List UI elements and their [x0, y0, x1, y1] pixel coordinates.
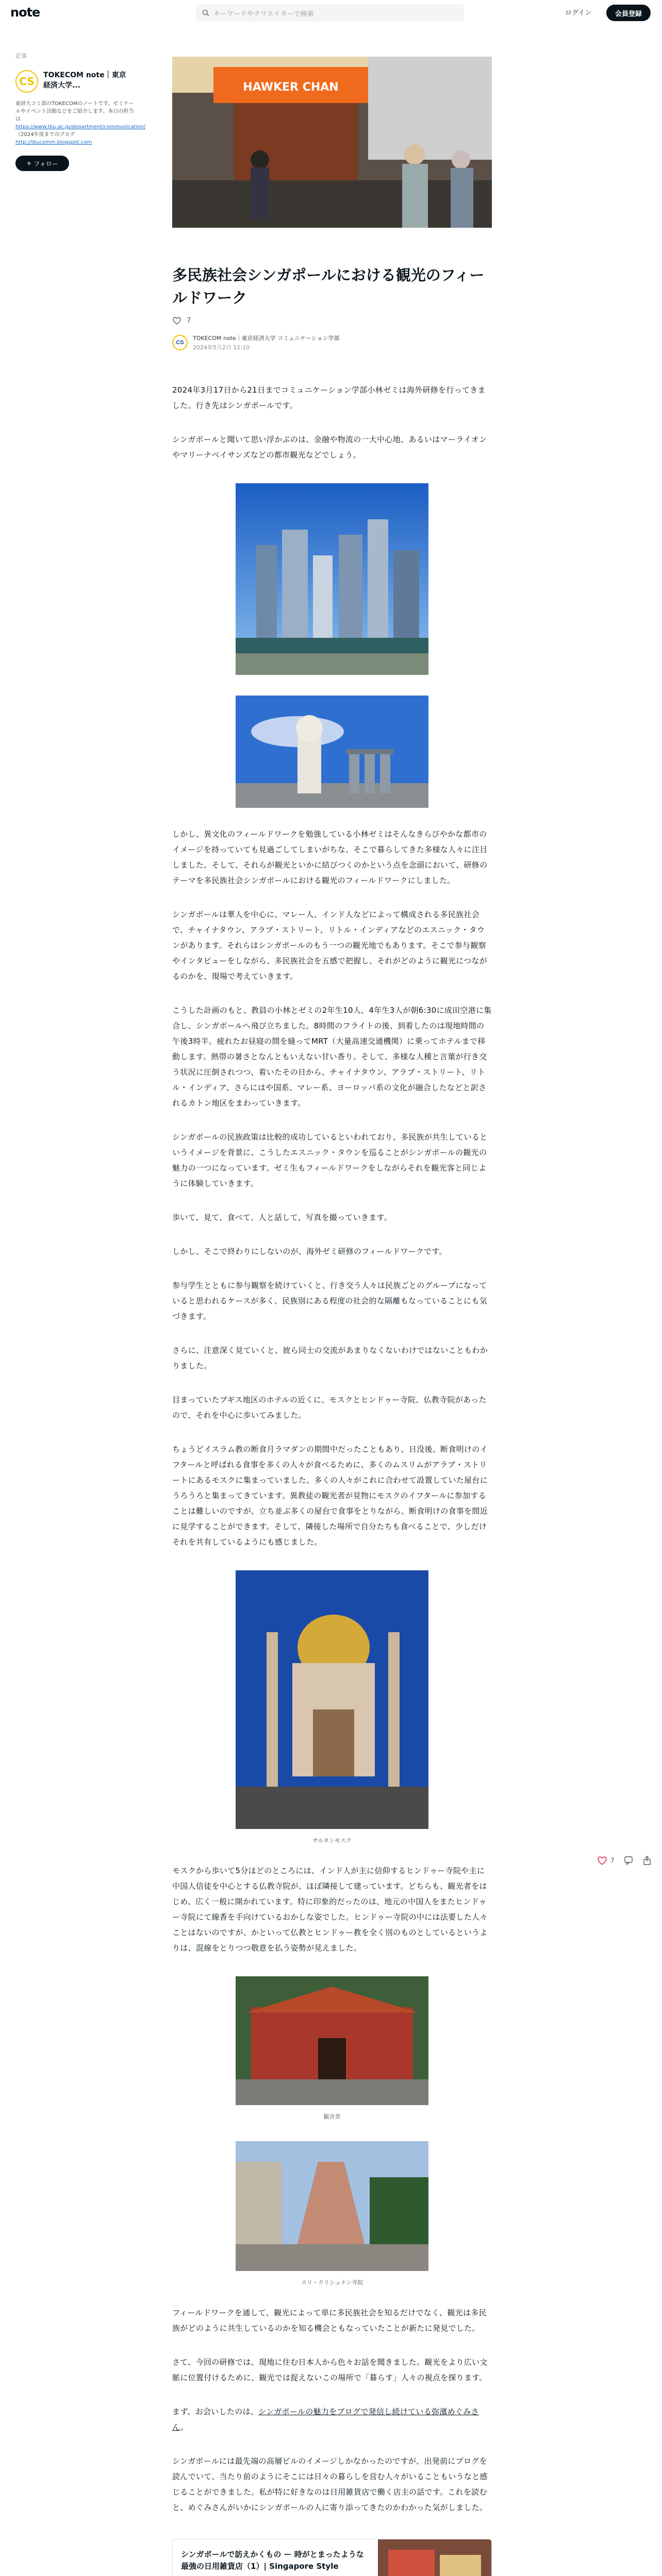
paragraph: さらに、注意深く見ていくと、彼ら同士の交流があまりなくないわけではないこともわかりました。 [172, 1346, 488, 1370]
creator-description [15, 100, 146, 146]
hero-sign-text: HAWKER CHAN [243, 81, 339, 94]
paragraph: シンガポールには最先端の高層ビルのイメージしかなかったのですが、出発前にブログを読んでいて、当たり前のようにそこには日々の暮らしを営む人々がいることもいうなと感じることができました。私が特に好きなのは日用雑貨店で働く店主の話です。これを読むと、めぐみさんがいかにシンガポールの人に寄り添ってきたのかわかった気がしました。 [172, 2456, 488, 2512]
paragraph: さて、今回の研修では、現地に住む日本人から色々お話を聞きました。観光をより広い文脈に位置付けるために、観光では捉えないこの場所で「暮らす」人々の視点を探ります。 [172, 2358, 488, 2382]
share-icon[interactable] [642, 1856, 652, 1865]
photo-caption: サルタンモスク [312, 1837, 352, 1844]
paragraph: しかし、異文化のフィールドワークを勉強している小林ゼミはそんなきらびやかな都市のイメージを持っていても見過ごしてしまいがちな、そこで暮らしてきた多様な人々に注目しました。そして、それらが観光といかに結びつくのかという点を念頭において、研修のテーマを多民族社会シンガポールにおける観光のフィールドワークにしました。 [172, 829, 488, 885]
hindu-temple-photo [236, 2141, 428, 2271]
like-count: 7 [187, 316, 191, 325]
search-placeholder: キーワードやクリエイターで検索 [213, 10, 314, 18]
plus-icon: + [26, 160, 32, 167]
photo-caption: スリ・クリシュナン寺院 [301, 2279, 363, 2286]
heart-icon[interactable] [597, 1856, 607, 1865]
paragraph: 歩いて、見て、食べて、人と話して、写真を撮っていきます。 [172, 1213, 392, 1222]
description-text: 東経大コミ部のTOKECOMのノートです。ゼミナールやイベント活動などをご紹介します。本日の担当は [15, 101, 134, 122]
author-name[interactable]: TOKECOM note｜東京経済大学 コミュニケーション学部 [193, 335, 340, 342]
creator-avatar[interactable] [15, 70, 38, 93]
article-title: 多民族社会シンガポールにおける観光のフィールドワーク [172, 266, 485, 307]
author-row[interactable] [172, 334, 492, 351]
creator-sidebar [15, 52, 146, 171]
creator-profile[interactable] [15, 70, 134, 93]
creator-name[interactable]: TOKECOM note｜東京経済大学... [43, 71, 126, 90]
photo-caption: 観音堂 [323, 2113, 341, 2120]
paragraph: シンガポールは華人を中心に、マレー人、インド人などによって構成される多民族社会で、チャイナタウン、アラブ・ストリート、リトル・インディアなどのエスニック・タウンがあります。それらはシンガポールのもう一つの観光地でもあります。そこで参与観察やインタビューをしながら、多民族社会を五感で把握し、それがどのように観光につながるのかを、現場で考えていきます。 [172, 910, 488, 981]
card-thumbnail [378, 2539, 491, 2576]
text-segment: 。 [180, 2422, 189, 2432]
paragraph [172, 2404, 492, 2435]
search-box[interactable] [196, 4, 464, 22]
paragraph: 目まっていたブギス地区のホテルの近くに、モスクとヒンドゥー寺院、仏教寺院があったので、それを中心に歩いてみました。 [172, 1395, 487, 1420]
author-avatar[interactable]: CS [172, 335, 188, 350]
merlion-photo [236, 696, 428, 808]
signup-button[interactable]: 会員登録 [606, 5, 651, 21]
publish-date: 2024年5月2日 11:10 [193, 344, 250, 351]
heart-icon[interactable] [172, 316, 181, 325]
login-link[interactable]: ログイン [565, 9, 592, 17]
paragraph: フィールドワークを通して、観光によって単に多民族社会を知るだけでなく、観光は多民族がどのように共生しているのかを知る機会ともなっていたことが新たに発見でした。 [172, 2308, 487, 2333]
paragraph: シンガポールの民族政策は比較的成功しているといわれており、多民族が共生しているというイメージを背景に、こうしたエスニック・タウンを巡ることがシンガポールの観光の魅力の一つになっています。ゼミ生もフィールドワークをしながらそれを観光客と同じように体験していきます。 [172, 1132, 488, 1188]
blog-author-link[interactable]: シンガポールの魅力をブログで発信し続けている弥濱めぐみさん [172, 2407, 479, 2432]
search-icon [202, 9, 209, 16]
skyline-photo [236, 483, 428, 675]
follow-label: フォロー [34, 160, 58, 167]
link-card[interactable] [172, 2539, 492, 2576]
article [172, 57, 492, 2576]
department-link[interactable]: https://www.tku.ac.jp/department/communication/ [15, 124, 146, 130]
note-logo[interactable]: note [10, 5, 40, 20]
blog-link[interactable]: http://tkucomm.blogspot.com [15, 140, 92, 145]
paragraph: モスクから歩いて5分ほどのところには、インド人が主に信仰するヒンドゥー寺院や主に中国人信徒を中心とする仏教寺院が、ほぼ隣接して建っています。どちらも、観光者をはじめ、広く一般に開かれています。特に印象的だったのは、地元の中国人をまたヒンドゥー寺院にて線香を手向けているおかしな姿でした。ヒンドゥー寺院の中には法要した人々ことはないのですが、かといって仏教とヒンドゥー教を全く別のものとしているというよりは、混線をとりつつ敬意を払う姿勢が見えました。 [172, 1866, 488, 1953]
description-tail: （2024年度までのブログ [15, 132, 75, 138]
comment-icon[interactable] [624, 1856, 633, 1865]
mosque-photo [236, 1570, 428, 1829]
paragraph: ちょうどイスラム教の断食月ラマダンの期間中だったこともあり、日没後、断食明けのイフタールと呼ばれる食事を多くの人々が食べるために、多くのムスリムがアラブ・ストリートにあるモスクに集まっていました。多くの人々がこれに合わせて設置していた屋台にうろうろと集まってきています。異教徒の観光者が見物にモスクのイフタールに参加することは難しいのですが、立ち並ぶ多くの屋台で食事をとりながら、断食明けの食事を間近に見学することができます。そして、隣接した場所で自分たちも食べることで、少しだけそれを共有しているようにも感じました。 [172, 1445, 488, 1547]
like-count: 7 [610, 1857, 615, 1864]
like-row [172, 316, 492, 325]
sidebar-tag: 記事 [15, 53, 27, 59]
paragraph: 2024年3月17日から21日までコミュニケーション学部小林ゼミは海外研修を行ってきました。行き先はシンガポールです。 [172, 385, 486, 410]
paragraph: しかし、そこで終わりにしないのが、海外ゼミ研修のフィールドワークです。 [172, 1247, 447, 1256]
hero-image [172, 57, 492, 228]
top-header [0, 0, 662, 26]
text-segment: まず、お会いしたのは、 [172, 2407, 259, 2416]
follow-button[interactable] [15, 156, 69, 171]
card-title: シンガポールで訪えかくもの ー 時がとまったような最強の日用雑貨店（1）| Singapore Style [181, 2550, 364, 2571]
temple-photo [236, 1976, 428, 2105]
paragraph: こうした計画のもと、教員の小林とゼミの2年生10人、4年生3人が朝6:30に成田空港に集合し、シンガポールへ飛び立ちました。8時間のフライトの後、到着したのは現地時間の午後3時半。疲れたお昼寝の間を縫ってMRT（大量高速交通機関）に乗ってホテルまで移動します。熱帯の暑さとなんともいえない甘い香り。そして、多様な人種と言葉が行き交う状況に圧倒されつつ、着いたその日から、チャイナタウン、アラブ・ストリート、リトル・インディア、さらにはや国系、マレー系、ヨーロッパ系の文化が融合したなどと訳されるカトン地区をまわっていきます。 [172, 1006, 492, 1108]
hawker-stall-photo [172, 57, 492, 228]
floating-actions [597, 1856, 652, 1865]
avatar-text: CS [19, 75, 35, 88]
paragraph: 参与学生とともに参与観察を続けていくと、行き交う人々は民族ごとのグループになっていると思われるケースが多く、民族別にある程度の社会的な隔離もなっていることにも気づきます。 [172, 1281, 487, 1321]
paragraph: シンガポールと聞いて思い浮かぶのは、金融や物流の一大中心地、あるいはマーライオンやマリーナベイサンズなどの都市観光などでしょう。 [172, 435, 487, 460]
